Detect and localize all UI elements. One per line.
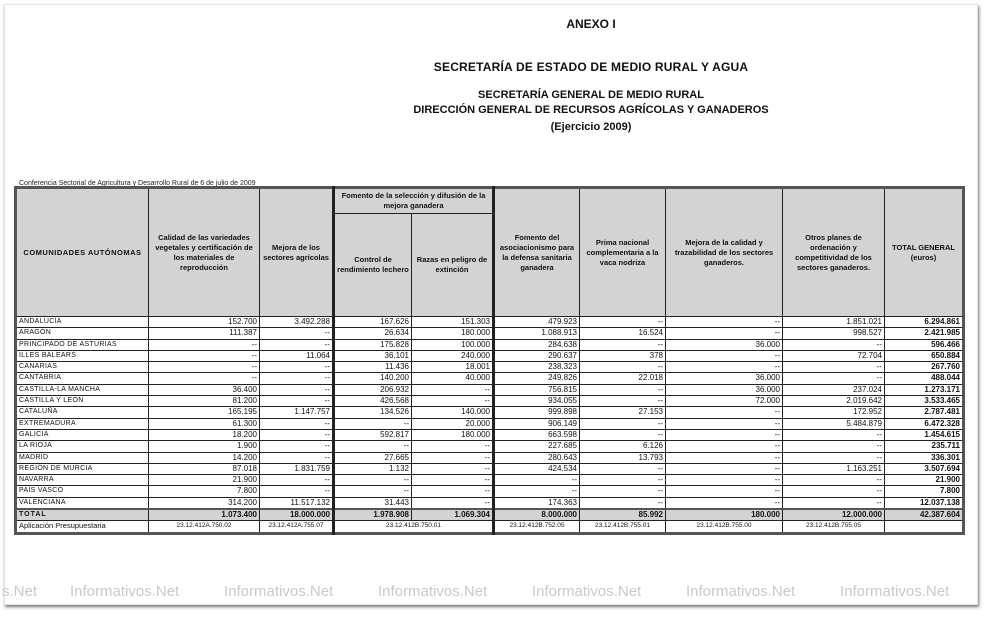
cell-mejora-calidad: 36.000 <box>666 339 783 350</box>
cell-asociacionismo: 479.923 <box>494 317 580 328</box>
cell-otros-planes: 1.163.251 <box>783 463 885 474</box>
community-name: LA RIOJA <box>16 441 149 452</box>
cell-mejora-calidad: 180.000 <box>666 509 783 521</box>
cell-total-general: 336.301 <box>885 452 964 463</box>
header-prima: Prima nacional complementaria a la vaca nodriza <box>580 188 666 317</box>
table-row <box>16 429 964 440</box>
cell-calidad: 7.800 <box>149 486 260 497</box>
table-row <box>16 418 964 429</box>
cell-mejora-agricolas: -- <box>260 475 334 486</box>
cell-mejora-calidad: -- <box>666 418 783 429</box>
cell-mejora-agricolas: 1.147.757 <box>260 407 334 418</box>
cell-otros-planes: -- <box>783 429 885 440</box>
table-row <box>16 384 964 395</box>
cell-mejora-calidad: -- <box>666 407 783 418</box>
cell-prima: -- <box>580 317 666 328</box>
cell-calidad: 21.900 <box>149 475 260 486</box>
cell-prima: 378 <box>580 350 666 361</box>
cell-mejora-agricolas: -- <box>260 452 334 463</box>
watermark-text: s.Net <box>2 583 38 600</box>
cell-otros-planes: -- <box>783 362 885 373</box>
watermark-text: Informativos.Net <box>224 583 334 600</box>
cell-asociacionismo: 238.323 <box>494 362 580 373</box>
cell-control-lechero: 11.436 <box>334 362 412 373</box>
watermark-text: Informativos.Net <box>532 583 642 600</box>
cell-control-lechero: -- <box>334 475 412 486</box>
cell-control-lechero: 1.132 <box>334 463 412 474</box>
cell-calidad: 1.073.400 <box>149 509 260 521</box>
community-name: CASTILLA-LA MANCHA <box>16 384 149 395</box>
cell-total-general: 6.472.328 <box>885 418 964 429</box>
cell-razas-peligro: 100.000 <box>412 339 494 350</box>
header-row-1 <box>16 188 964 214</box>
watermark-text: Informativos.Net <box>378 583 488 600</box>
cell-control-lechero: 426.568 <box>334 396 412 407</box>
table-row <box>16 407 964 418</box>
table-row <box>16 339 964 350</box>
cell-prima: 16.524 <box>580 328 666 339</box>
cell-asociacionismo: 663.598 <box>494 429 580 440</box>
community-name: CANARIAS <box>16 362 149 373</box>
community-name: MADRID <box>16 452 149 463</box>
secretaria-general-heading: SECRETARÍA GENERAL DE MEDIO RURAL <box>478 89 704 101</box>
cell-calidad: -- <box>149 350 260 361</box>
cell-razas-peligro: -- <box>412 475 494 486</box>
cell-mejora-calidad: -- <box>666 350 783 361</box>
table-row <box>16 441 964 452</box>
community-name: PAÍS VASCO <box>16 486 149 497</box>
cell-total-general: 21.900 <box>885 475 964 486</box>
cell-control-lechero: 1.978.908 <box>334 509 412 521</box>
cell-mejora-agricolas: 18.000.000 <box>260 509 334 521</box>
table-row <box>16 373 964 384</box>
cell-prima: 13.793 <box>580 452 666 463</box>
cell-mejora-agricolas: -- <box>260 429 334 440</box>
table-row <box>16 350 964 361</box>
cell-control-lechero: 31.443 <box>334 497 412 509</box>
community-name: CANTABRIA <box>16 373 149 384</box>
cell-razas-peligro: -- <box>412 396 494 407</box>
cell-mejora-agricolas: -- <box>260 486 334 497</box>
community-name: GALICIA <box>16 429 149 440</box>
community-name: TOTAL <box>16 509 149 521</box>
aplicacion-label: Aplicación Presupuestaria <box>16 521 149 533</box>
community-name: EXTREMADURA <box>16 418 149 429</box>
cell-prima: 85.992 <box>580 509 666 521</box>
community-name: ANDALUCÍA <box>16 317 149 328</box>
cell-calidad: 87.018 <box>149 463 260 474</box>
cell-otros-planes: -- <box>783 373 885 384</box>
cell-mejora-agricolas: -- <box>260 418 334 429</box>
cell-control-lechero: 167.626 <box>334 317 412 328</box>
cell-asociacionismo: -- <box>494 475 580 486</box>
community-name: ARAGÓN <box>16 328 149 339</box>
header-calidad: Calidad de las variedades vegetales y certificación de los materiales de reproducción <box>149 188 260 317</box>
cell-calidad: 36.400 <box>149 384 260 395</box>
table-row <box>16 463 964 474</box>
cell-control-lechero: 140.200 <box>334 373 412 384</box>
cell-razas-peligro: 240.000 <box>412 350 494 361</box>
secretaria-estado-heading: SECRETARÍA DE ESTADO DE MEDIO RURAL Y AGUA <box>433 60 749 74</box>
cell-razas-peligro: 18.001 <box>412 362 494 373</box>
cell-otros-planes: 172.952 <box>783 407 885 418</box>
cell-total-general: 1.454.615 <box>885 429 964 440</box>
cell-otros-planes: -- <box>783 339 885 350</box>
header-fomento-group: Fomento de la selección y difusión de la mejora ganadera <box>334 188 494 214</box>
cell-asociacionismo: 1.088.913 <box>494 328 580 339</box>
cell-razas-peligro: 1.069.304 <box>412 509 494 521</box>
cell-otros-planes: 1.851.021 <box>783 317 885 328</box>
cell-total-general: 1.273.171 <box>885 384 964 395</box>
header-total-general: TOTAL GENERAL (euros) <box>885 188 964 317</box>
cell-mejora-agricolas: -- <box>260 362 334 373</box>
cell-asociacionismo: 290.637 <box>494 350 580 361</box>
cell-control-lechero: -- <box>334 486 412 497</box>
cell-asociacionismo: 934.055 <box>494 396 580 407</box>
cell-control-lechero: 26.634 <box>334 328 412 339</box>
table-row <box>16 396 964 407</box>
cell-total-general: 6.294.861 <box>885 317 964 328</box>
cell-prima: -- <box>580 486 666 497</box>
cell-total-general: 596.466 <box>885 339 964 350</box>
cell-razas-peligro: -- <box>412 497 494 509</box>
header-otros-planes: Otros planes de ordenación y competitividad de los sectores ganaderos. <box>783 188 885 317</box>
direccion-general-heading: DIRECCIÓN GENERAL DE RECURSOS AGRÍCOLAS Y GANADEROS <box>413 104 769 116</box>
community-name: REGIÓN DE MURCIA <box>16 463 149 474</box>
cell-razas-peligro: 180.000 <box>412 328 494 339</box>
cell-mejora-calidad: -- <box>666 328 783 339</box>
cell-mejora-calidad: -- <box>666 463 783 474</box>
cell-prima: -- <box>580 418 666 429</box>
community-name: PRINCIPADO DE ASTURIAS <box>16 339 149 350</box>
community-name: NAVARRA <box>16 475 149 486</box>
cell-calidad: 1.900 <box>149 441 260 452</box>
cell-prima: -- <box>580 362 666 373</box>
cell-calidad: -- <box>149 373 260 384</box>
cell-razas-peligro: -- <box>412 463 494 474</box>
cell-mejora-calidad: -- <box>666 317 783 328</box>
watermark-text: Informativos.Net <box>840 583 950 600</box>
cell-asociacionismo: -- <box>494 486 580 497</box>
cell-total-general: 650.884 <box>885 350 964 361</box>
cell-total-general: 12.037.138 <box>885 497 964 509</box>
header-control-lechero: Control de rendimiento lechero <box>334 214 412 317</box>
cell-mejora-calidad: 72.000 <box>666 396 783 407</box>
cell-mejora-calidad: -- <box>666 441 783 452</box>
cell-total-general: 7.800 <box>885 486 964 497</box>
cell-otros-planes: -- <box>783 452 885 463</box>
cell-otros-planes: 5.484.879 <box>783 418 885 429</box>
community-name: VALENCIANA <box>16 497 149 509</box>
cell-total-general: 235.711 <box>885 441 964 452</box>
annex-title: ANEXO I <box>566 17 616 31</box>
cell-otros-planes: 237.024 <box>783 384 885 395</box>
watermark-text: Informativos.Net <box>686 583 796 600</box>
cell-total-general: 3.533.465 <box>885 396 964 407</box>
cell-prima: -- <box>580 475 666 486</box>
cell-total-general: 3.507.694 <box>885 463 964 474</box>
table-row <box>16 497 964 509</box>
cell-calidad: 18.200 <box>149 429 260 440</box>
budget-code-asociacionismo: 23.12.412B.752.05 <box>494 521 580 533</box>
cell-asociacionismo: 424.534 <box>494 463 580 474</box>
header-asociacionismo: Fomento del asociacionismo para la defensa sanitaria ganadera <box>494 188 580 317</box>
cell-asociacionismo: 174.363 <box>494 497 580 509</box>
cell-prima: -- <box>580 396 666 407</box>
cell-otros-planes: 2.019.642 <box>783 396 885 407</box>
cell-total-general: 267.760 <box>885 362 964 373</box>
community-name: ILLES BALEARS <box>16 350 149 361</box>
community-name: CASTILLA Y LEÓN <box>16 396 149 407</box>
watermark-text: Informativos.Net <box>70 583 180 600</box>
budget-code-empty <box>885 521 964 533</box>
cell-calidad: 314.200 <box>149 497 260 509</box>
cell-calidad: 111.387 <box>149 328 260 339</box>
cell-razas-peligro: 151.303 <box>412 317 494 328</box>
cell-otros-planes: -- <box>783 497 885 509</box>
cell-control-lechero: 592.817 <box>334 429 412 440</box>
header-mejora-calidad: Mejora de la calidad y trazabilidad de los sectores ganaderos. <box>666 188 783 317</box>
header-comunidades: COMUNIDADES AUTÓNOMAS <box>16 188 149 317</box>
budget-code-calidad: 23.12.412A.750.02 <box>149 521 260 533</box>
cell-mejora-agricolas: 3.492.288 <box>260 317 334 328</box>
cell-control-lechero: -- <box>334 418 412 429</box>
cell-calidad: 14.200 <box>149 452 260 463</box>
cell-asociacionismo: 227.685 <box>494 441 580 452</box>
budget-code-mejora-agricolas: 23.12.412A.755.07 <box>260 521 334 533</box>
cell-otros-planes: -- <box>783 441 885 452</box>
cell-prima: 6.126 <box>580 441 666 452</box>
cell-calidad: 61.300 <box>149 418 260 429</box>
cell-control-lechero: 27.665 <box>334 452 412 463</box>
cell-control-lechero: -- <box>334 441 412 452</box>
cell-mejora-calidad: -- <box>666 362 783 373</box>
cell-otros-planes: 12.000.000 <box>783 509 885 521</box>
cell-prima: -- <box>580 339 666 350</box>
cell-calidad: 81.200 <box>149 396 260 407</box>
cell-mejora-calidad: 36.000 <box>666 373 783 384</box>
table-row <box>16 317 964 328</box>
cell-mejora-agricolas: -- <box>260 396 334 407</box>
header-mejora-agricolas: Mejora de los sectores agrícolas <box>260 188 334 317</box>
cell-control-lechero: 175.828 <box>334 339 412 350</box>
cell-razas-peligro: 140.000 <box>412 407 494 418</box>
community-name: CATALUÑA <box>16 407 149 418</box>
cell-asociacionismo: 906.149 <box>494 418 580 429</box>
cell-razas-peligro: 20.000 <box>412 418 494 429</box>
cell-total-general: 2.787.481 <box>885 407 964 418</box>
cell-calidad: -- <box>149 362 260 373</box>
cell-mejora-calidad: -- <box>666 486 783 497</box>
budget-code-otros: 23.12.412B.755.05 <box>783 521 885 533</box>
table-row <box>16 452 964 463</box>
cell-total-general: 488.044 <box>885 373 964 384</box>
cell-mejora-calidad: -- <box>666 475 783 486</box>
cell-control-lechero: 36.101 <box>334 350 412 361</box>
cell-razas-peligro: 180.000 <box>412 429 494 440</box>
cell-otros-planes: 72.704 <box>783 350 885 361</box>
cell-asociacionismo: 249.826 <box>494 373 580 384</box>
cell-mejora-agricolas: -- <box>260 441 334 452</box>
cell-razas-peligro: -- <box>412 441 494 452</box>
budget-distribution-table <box>14 186 965 535</box>
aplicacion-presupuestaria-row <box>16 521 964 533</box>
cell-razas-peligro: -- <box>412 452 494 463</box>
cell-mejora-agricolas: -- <box>260 384 334 395</box>
table-row <box>16 475 964 486</box>
cell-control-lechero: 134.526 <box>334 407 412 418</box>
cell-asociacionismo: 284.638 <box>494 339 580 350</box>
cell-prima: 22.018 <box>580 373 666 384</box>
cell-mejora-calidad: -- <box>666 497 783 509</box>
conference-caption: Conferencia Sectorial de Agricultura y Desarrollo Rural de 6 de julio de 2009 <box>19 180 256 187</box>
cell-calidad: 165.195 <box>149 407 260 418</box>
cell-asociacionismo: 999.898 <box>494 407 580 418</box>
cell-mejora-calidad: -- <box>666 429 783 440</box>
cell-mejora-agricolas: 1.831.759 <box>260 463 334 474</box>
cell-prima: -- <box>580 463 666 474</box>
total-row <box>16 509 964 521</box>
cell-otros-planes: 998.527 <box>783 328 885 339</box>
cell-mejora-agricolas: -- <box>260 373 334 384</box>
cell-prima: -- <box>580 429 666 440</box>
budget-code-fomento: 23.12.412B.750.01 <box>334 521 494 533</box>
cell-control-lechero: 206.932 <box>334 384 412 395</box>
cell-mejora-calidad: 36.000 <box>666 384 783 395</box>
cell-asociacionismo: 8.000.000 <box>494 509 580 521</box>
cell-prima: -- <box>580 384 666 395</box>
cell-calidad: 152.700 <box>149 317 260 328</box>
cell-otros-planes: -- <box>783 486 885 497</box>
cell-total-general: 2.421.985 <box>885 328 964 339</box>
budget-code-prima: 23.12.412B.755.01 <box>580 521 666 533</box>
cell-prima: -- <box>580 497 666 509</box>
cell-mejora-calidad: -- <box>666 452 783 463</box>
table-row <box>16 486 964 497</box>
header-razas-peligro: Razas en peligro de extinción <box>412 214 494 317</box>
cell-mejora-agricolas: 11.517.132 <box>260 497 334 509</box>
cell-razas-peligro: -- <box>412 384 494 395</box>
cell-mejora-agricolas: 11.064 <box>260 350 334 361</box>
cell-asociacionismo: 756.815 <box>494 384 580 395</box>
cell-razas-peligro: -- <box>412 486 494 497</box>
table-row <box>16 328 964 339</box>
cell-razas-peligro: 40.000 <box>412 373 494 384</box>
table-row <box>16 362 964 373</box>
cell-otros-planes: -- <box>783 475 885 486</box>
cell-calidad: -- <box>149 339 260 350</box>
cell-prima: 27.153 <box>580 407 666 418</box>
budget-code-mejora-calidad: 23.12.412B.755.00 <box>666 521 783 533</box>
cell-asociacionismo: 280.643 <box>494 452 580 463</box>
ejercicio-heading: (Ejercicio 2009) <box>550 121 632 133</box>
cell-total-general: 42.387.604 <box>885 509 964 521</box>
cell-mejora-agricolas: -- <box>260 328 334 339</box>
cell-mejora-agricolas: -- <box>260 339 334 350</box>
